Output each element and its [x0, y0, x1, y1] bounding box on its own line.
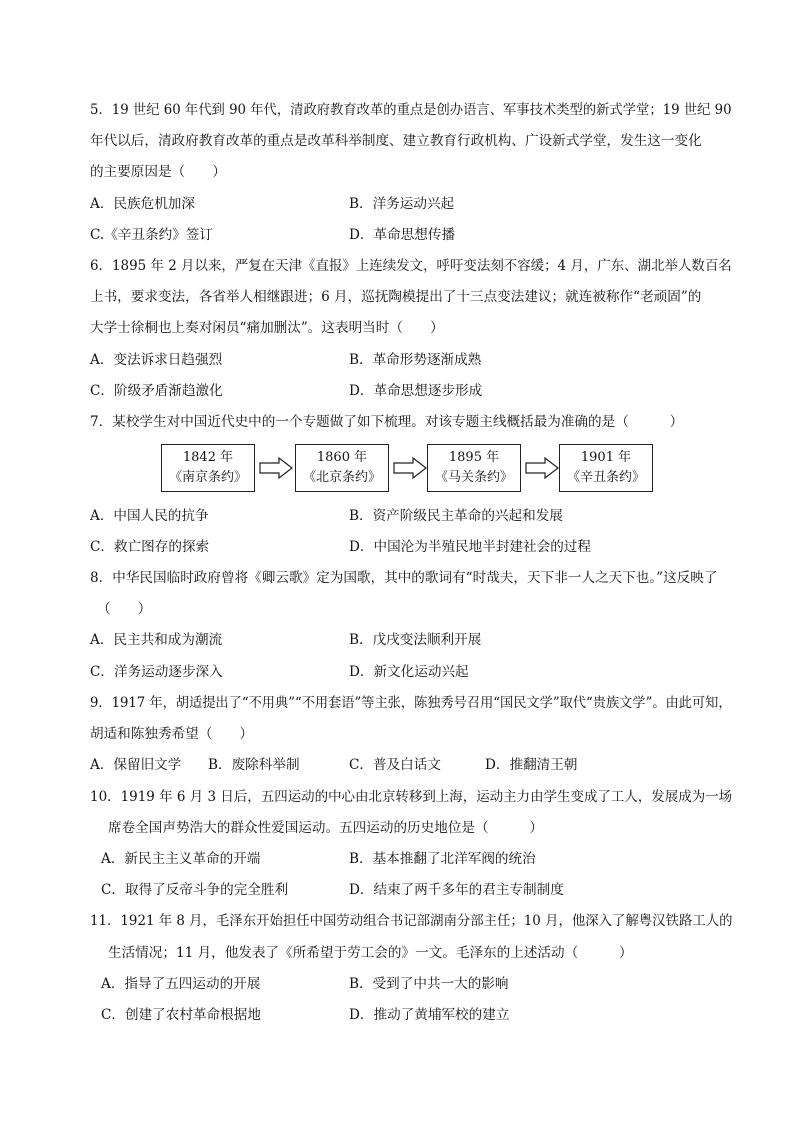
q11-option-c: C．创建了农村革命根据地	[101, 1007, 261, 1023]
q8-option-b: B．戊戌变法顺利开展	[349, 632, 482, 648]
q6-option-a: A．变法诉求日趋强烈	[90, 352, 223, 368]
q6-line-2: 上书，要求变法，各省举人相继跟进；6 月，巡抚陶模提出了十三点变法建议；就连被称作“老顽固”的	[90, 289, 702, 305]
q8-option-d: D．新文化运动兴起	[349, 664, 469, 680]
q8-line-1: 8．中华民国临时政府曾将《卿云歌》定为国歌，其中的歌词有“时哉夫，天下非一人之天下也。”这反映了	[90, 570, 718, 586]
q8-option-a: A．民主共和成为潮流	[90, 632, 223, 648]
q5-line-2: 年代以后，清政府教育改革的重点是改革科举制度、建立教育行政机构、广设新式学堂，发生这一变化	[90, 133, 702, 149]
timeline-year: 1895 年	[448, 450, 500, 465]
timeline-box-4	[559, 444, 653, 492]
q5-option-b: B．洋务运动兴起	[349, 196, 455, 212]
q5-option-c: C.《辛丑条约》签订	[90, 227, 213, 243]
timeline-box-1	[161, 444, 255, 492]
timeline-box-2	[295, 444, 389, 492]
q6-option-d: D．革命思想逐步形成	[349, 383, 483, 399]
q6-line-1: 6．1895 年 2 月以来，严复在天津《直报》上连续发文，呼吁变法刻不容缓；4 月，广东、湖北举人数百名	[90, 258, 732, 274]
q9-option-d: D．推翻清王朝	[485, 757, 578, 773]
q9-line-1: 9．1917 年，胡适提出了“不用典”“不用套语”等主张，陈独秀号召用“国民文学”取代“贵族文学”。由此可知，	[90, 695, 732, 711]
q6-option-b: B．革命形势逐渐成熟	[349, 352, 482, 368]
timeline-treaty: 《北京条约》	[302, 470, 381, 485]
q10-option-b: B．基本推翻了北洋军阀的统治	[349, 851, 536, 867]
q11-line-2: 生活情况；11 月，他发表了《所希望于劳工会的》一文。毛泽东的上述活动（ ）	[108, 945, 633, 961]
q5-line-3: 的主要原因是（ ）	[90, 164, 226, 180]
q9-option-a: A．保留旧文学	[90, 757, 182, 773]
timeline-treaty: 《辛丑条约》	[566, 470, 645, 485]
q9-option-b: B．废除科举制	[208, 757, 300, 773]
q9-option-c: C．普及白话文	[349, 757, 441, 773]
q6-line-3: 大学士徐桐也上奏对闲员“痛加删汰”。这表明当时（ ）	[90, 320, 444, 336]
q5-option-d: D．革命思想传播	[349, 227, 456, 243]
q11-option-d: D．推动了黄埔军校的建立	[349, 1007, 510, 1023]
q10-option-d: D．结束了两千多年的君主专制制度	[349, 882, 564, 898]
timeline-year: 1842 年	[182, 450, 234, 465]
timeline-treaty: 《南京条约》	[168, 470, 247, 485]
timeline-year: 1901 年	[580, 450, 632, 465]
q8-option-c: C．洋务运动逐步深入	[90, 664, 223, 680]
q11-line-1: 11．1921 年 8 月，毛泽东开始担任中国劳动组合书记部湖南分部主任；10 月，他深入了解粤汉铁路工人的	[90, 913, 733, 929]
arrow-right-icon	[525, 457, 559, 479]
q11-option-b: B．受到了中共一大的影响	[349, 976, 509, 992]
timeline-year: 1860 年	[316, 450, 368, 465]
timeline-box-3	[427, 444, 521, 492]
q9-line-2: 胡适和陈独秀希望（ ）	[90, 726, 254, 742]
timeline-treaty: 《马关条约》	[434, 470, 513, 485]
arrow-right-icon	[259, 457, 293, 479]
q7-option-c: C．救亡图存的探索	[90, 539, 210, 555]
q10-option-a: A．新民主主义革命的开端	[101, 851, 261, 867]
q7-option-a: A．中国人民的抗争	[90, 508, 209, 524]
q8-line-2: （ ）	[97, 601, 152, 617]
q6-option-c: C．阶级矛盾渐趋激化	[90, 383, 223, 399]
treaty-timeline	[161, 444, 655, 496]
arrow-right-icon	[393, 457, 427, 479]
q10-option-c: C．取得了反帝斗争的完全胜利	[101, 882, 289, 898]
q7-option-b: B．资产阶级民主革命的兴起和发展	[349, 508, 563, 524]
q11-option-a: A．指导了五四运动的开展	[101, 976, 261, 992]
q7-option-d: D．中国沦为半殖民地半封建社会的过程	[349, 539, 591, 555]
q7-line-1: 7．某校学生对中国近代史中的一个专题做了如下梳理。对该专题主线概括最为准确的是（ ）	[90, 414, 684, 430]
q5-line-1: 5．19 世纪 60 年代到 90 年代，清政府教育改革的重点是创办语言、军事技术类型的新式学堂；19 世纪 90	[90, 102, 732, 118]
q10-line-2: 席卷全国声势浩大的群众性爱国运动。五四运动的历史地位是（ ）	[108, 820, 543, 836]
q10-line-1: 10．1919 年 6 月 3 日后，五四运动的中心由北京转移到上海，运动主力由学生变成了工人，发展成为一场	[90, 789, 733, 805]
q5-option-a: A．民族危机加深	[90, 196, 195, 212]
